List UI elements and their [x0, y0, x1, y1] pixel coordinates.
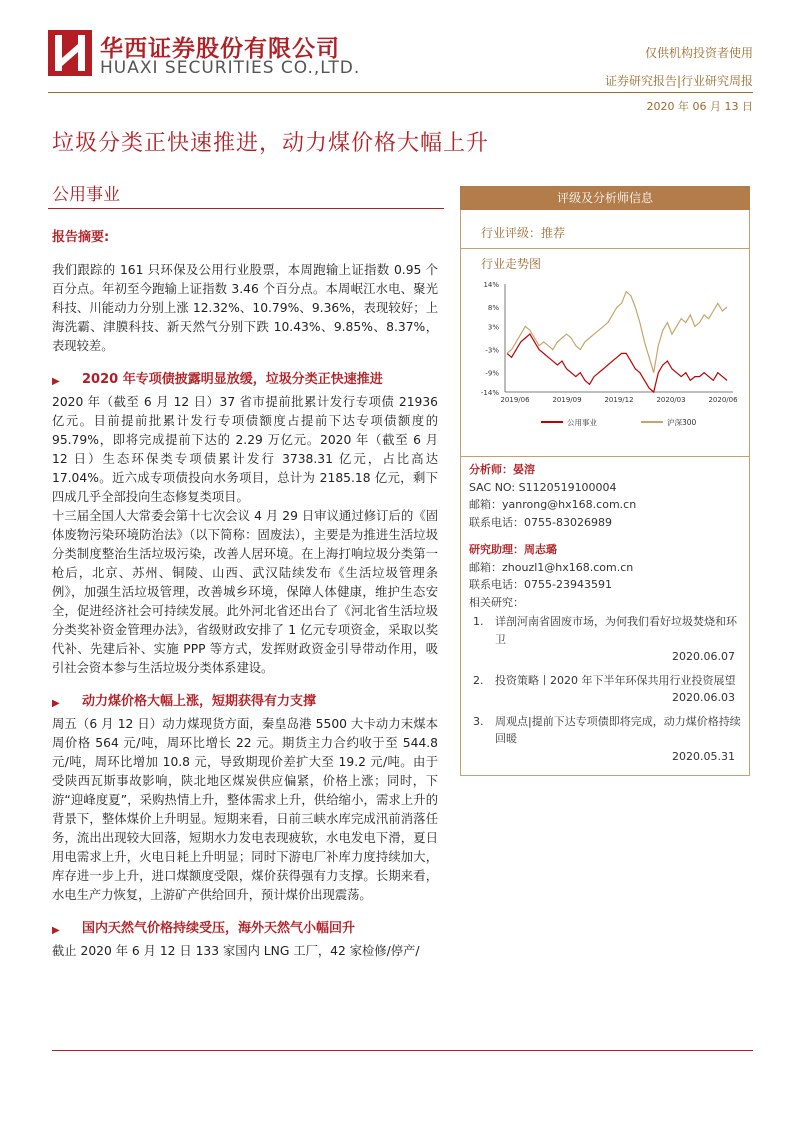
section-heading: ▶ 动力煤价格大幅上涨，短期获得有力支撑	[52, 692, 438, 713]
chart-y-tick-label: 8%	[487, 304, 499, 313]
related-report[interactable]: 2. 投资策略丨2020 年下半年环保共用行业投资展望	[473, 673, 736, 687]
summary-text: 我们跟踪的 161 只环保及公用行业股票，本周跑输上证指数 0.95 个百分点。年初至今跑输上证指数 3.46 个百分点。本周岷江水电、聚光科技、川能动力分别上涨 12.32%、10.79%、9.36%，表现较好；上海洗霸、津膜科技、新天然气分别下跌 10.43%、9.85%、8.37%，表现较差。	[52, 263, 438, 353]
section-paragraph: 周五（6 月 12 日）动力煤现货方面，秦皇岛港 5500 大卡动力末煤本周价格 564 元/吨，周环比增长 22 元。期货主力合约收于至 544.8 元/吨，周环比增加 10.8 元，导致期现价差扩大至 19.2 元/吨。由于受陕西瓦斯事故影响，陕北地区煤炭供应偏紧，价格上涨；同时，下游“迎峰度夏”，采购热情上升，整体需求上升，供给缩小，需求上升的背景下，整体煤价上升明显。短期来看，日前三峡水库完成汛前消落任务，流出出现较大回落，短期水力发电表现疲软，水电发电下滑，夏日用电需求上升，火电日耗上升明显；同时下游电厂补库力度持续加大，库存进一步上升，进口煤额度受限，煤价获得强有力支撑。长期来看，水电生产力恢复，上游矿产供给回升，预计煤价出现震荡。	[52, 717, 438, 902]
related-label: 相关研究：	[469, 595, 524, 609]
section-heading: ▶ 2020 年专项债披露明显放缓，垃圾分类正快速推进	[52, 370, 438, 391]
chart-title: 行业走势图	[481, 257, 542, 271]
company-name-cn: 华西证券股份有限公司	[100, 36, 340, 62]
chart-series-line-utilities	[507, 334, 727, 392]
analyst-email[interactable]: 邮箱：yanrong@hx168.com.cn	[469, 498, 637, 511]
section-paragraph: 十三届全国人大常委会第十七次会议 4 月 29 日审议通过修订后的《固体废物污染环境防治法》（以下简称：固废法），主要是为推进生活垃圾分类制度整治生活垃圾污染，改善人居环境。在上海打响垃圾分类第一枪后，北京、苏州、铜陵、山西、武汉陆续发布《生活垃圾管理条例》，加强生活垃圾管理，改善城乡环境，保障人体健康，维护生态安全，促进经济社会可持续发展。此外河北省还出台了《河北省生活垃圾分类奖补资金管理办法》，省级财政安排了 1 亿元专项资金，采取以奖代补、先建后补、实施 PPP 等方式，发挥财政资金引导带动作用，吸引社会资本参与生活垃圾分类体系建设。	[52, 509, 438, 675]
sidebar	[460, 186, 750, 776]
chart-y-tick-label: -9%	[485, 369, 499, 378]
triangle-bullet-icon: ▶	[52, 376, 60, 387]
rating-box-header: 评级及分析师信息	[460, 186, 750, 210]
summary-title: 报告摘要:	[52, 230, 110, 245]
chart-x-tick-label: 2020/03	[656, 396, 686, 404]
analyst-info	[461, 457, 749, 775]
report-date: 2020 年 06 月 13 日	[646, 100, 753, 113]
chart-x-tick-label: 2019/06	[500, 396, 530, 404]
analyst-sac: SAC NO: S1120519100004	[469, 480, 617, 494]
related-report-date: 2020.06.03	[672, 691, 735, 704]
chart-legend-label: 沪深300	[667, 418, 697, 427]
triangle-bullet-icon: ▶	[52, 925, 60, 936]
report-type: 证券研究报告|行业研究周报	[604, 74, 753, 88]
assistant-label: 研究助理：周志璐	[469, 543, 557, 556]
chart-x-tick-label: 2019/09	[552, 396, 582, 404]
main-content	[52, 228, 438, 961]
section-heading: ▶ 国内天然气价格持续受压，海外天然气小幅回升	[52, 919, 438, 940]
header-divider	[48, 92, 753, 93]
chart-y-tick-label: 14%	[483, 281, 499, 289]
related-report[interactable]: 3. 周观点|提前下达专项债即将完成，动力煤价格持续回暖	[473, 714, 741, 745]
company-name-en: HUAXI SECURITIES CO.,LTD.	[100, 58, 361, 78]
chart-y-tick-label: -14%	[480, 389, 499, 397]
footer-divider	[52, 1050, 753, 1051]
industry-rating: 行业评级：推荐	[481, 226, 566, 240]
analyst-phone: 联系电话：0755-83026989	[469, 515, 612, 529]
rating-box	[460, 210, 750, 776]
section-paragraph: 2020 年（截至 6 月 12 日）37 省市提前批累计发行专项债 21936 亿元。目前提前批累计发行专项债额度占提前下达专项债额度的 95.79%，即将完成提前下达的 2.29 万亿元。2020 年（截至 6 月 12 日）生态环保类专项债累计发行 3738.31 亿元，占比高达 17.04%。近六成专项债投向水务项目，总计为 2185.18 亿元，剩下四成几乎全部投向生态修复类项目。	[52, 395, 438, 504]
title-divider	[48, 208, 444, 209]
related-report-date: 2020.05.31	[672, 749, 735, 763]
chart-y-tick-label: 3%	[487, 323, 499, 332]
audience-note: 仅供机构投资者使用	[644, 46, 753, 60]
related-report-date: 2020.06.07	[672, 650, 735, 663]
assistant-email[interactable]: 邮箱：zhouzl1@hx168.com.cn	[469, 560, 634, 574]
chart-x-tick-label: 2020/06	[708, 396, 738, 404]
section-paragraph: 截止 2020 年 6 月 12 日 133 家国内 LNG 工厂，42 家检修/停产/	[52, 944, 420, 958]
chart-x-tick-label: 2019/12	[604, 396, 634, 404]
report-title: 垃圾分类正快速推进，动力煤价格大幅上升	[52, 131, 490, 156]
related-report[interactable]: 1. 详剖河南省固废市场，为何我们看好垃圾焚烧和环卫	[473, 615, 737, 646]
chart-y-tick-label: -3%	[485, 346, 499, 355]
triangle-bullet-icon: ▶	[52, 698, 60, 709]
chart-series-line-csi300	[507, 292, 727, 373]
chart-legend-label: 公用事业	[567, 418, 597, 427]
industry-label: 公用事业	[52, 185, 120, 205]
huaxi-logo-icon	[48, 30, 92, 76]
assistant-phone: 联系电话：0755-23943591	[469, 578, 612, 591]
analyst-label: 分析师：晏溶	[469, 463, 535, 476]
trend-chart	[461, 272, 749, 452]
